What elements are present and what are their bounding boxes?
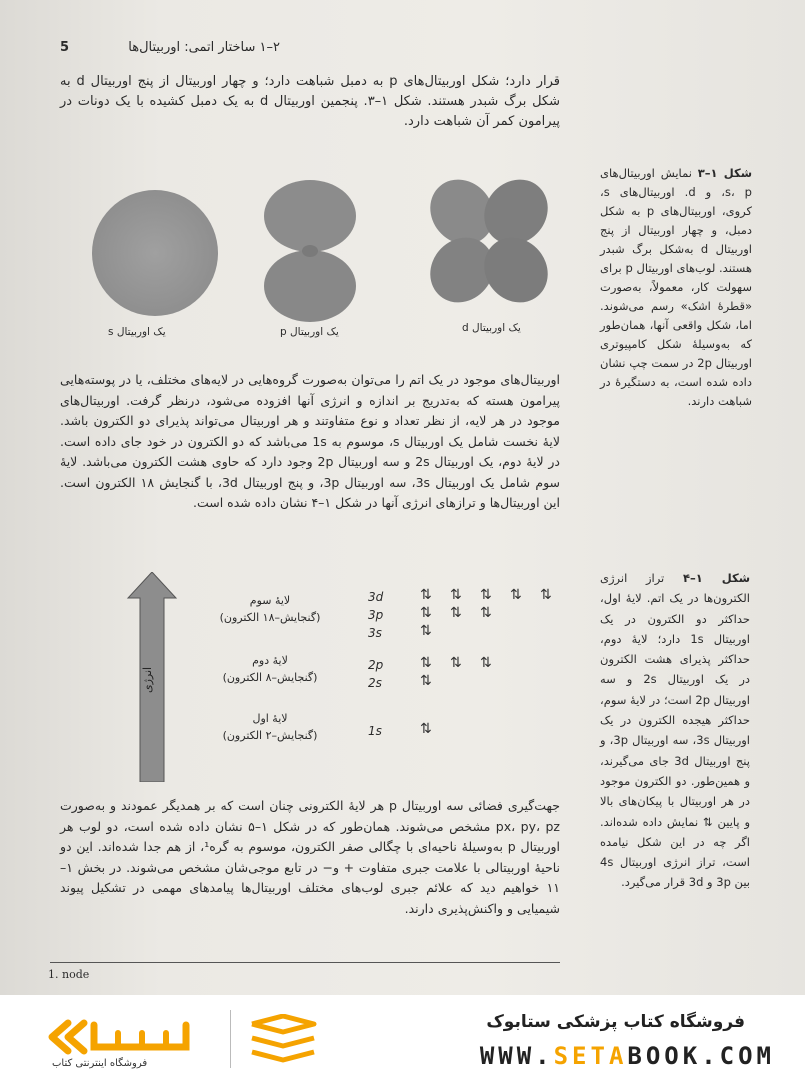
store-url[interactable] bbox=[480, 1042, 775, 1070]
electron-pair-2p-2: ⇅ bbox=[450, 655, 462, 671]
shell-2-label bbox=[200, 652, 340, 686]
figure-1-4-label: شکل ۱–۴ bbox=[682, 571, 751, 585]
shell-1-capacity: (گنجایش–۲ الکترون) bbox=[222, 729, 318, 742]
d-orbital-image bbox=[424, 176, 554, 306]
orbital-name-3d: 3d bbox=[368, 590, 384, 604]
orbital-name-3p: 3p bbox=[368, 608, 384, 622]
p-orbital-image bbox=[262, 178, 358, 324]
footnote-divider bbox=[50, 962, 560, 963]
url-prefix: WWW. bbox=[479, 1042, 554, 1070]
section-title: ۲–۱ ساختار اتمی: اوربیتال‌ها bbox=[128, 40, 280, 55]
orbital-name-1s: 1s bbox=[368, 724, 382, 738]
paragraph-2: اوربیتال‌های موجود در یک اتم را می‌توان به‌صورت گروه‌هایی در لایه‌های مختلف، یا در پوسته‌هایی پیرامون هسته که به‌تدریج بر اندازه و انرژی آنها افزوده می‌شود، درنظر گرفت. اوربیتال‌های موجود در هر لایه، از نظر تعداد و نوع متفاوتند و هر اوربیتال می‌تواند پذیرای دو الکترون باشد. لایهٔ نخست شامل یک اوربیتال s، موسوم به 1s می‌باشد که دو الکترون در خود جای داده است. در لایهٔ دوم، یک اوربیتال 2s و سه اوربیتال 2p وجود دارد که حاوی هشت الکترون می‌باشد. لایهٔ سوم شامل یک اوربیتال 3s، سه اوربیتال 3p، و پنج اوربیتال 3d، با گنجایش ۱۸ الکترون است. این اوربیتال‌ها و ترازهای انرژی آنها در شکل ۱–۴ نشان داده شده است. bbox=[60, 372, 561, 510]
shell-1-name: لایهٔ اول bbox=[252, 712, 288, 725]
electron-pair-3p-3: ⇅ bbox=[480, 605, 492, 621]
orbital-name-2p: 2p bbox=[368, 658, 384, 672]
electron-pair-3p-2: ⇅ bbox=[450, 605, 462, 621]
shell-3-label bbox=[200, 592, 340, 626]
electron-pair-3d-5: ⇅ bbox=[540, 587, 552, 603]
banner-divider bbox=[230, 1010, 231, 1068]
figure-1-4-text: تراز انرژی الکترون‌ها در یک اتم. لایهٔ اول، حداکثر دو الکترون در یک اوربیتال 1s دارد؛ لایهٔ دوم، حداکثر پذیرای هشت الکترون در یک اوربیتال 2s و سه اوربیتال 2p است؛ در لایهٔ سوم، حداکثر هیجده الکترون در یک اوربیتال 3s، سه اوربیتال 3p، و پنج اوربیتال 3d جای می‌گیرند، و همین‌طور. دو الکترون موجود در هر اوربیتال با پیکان‌های بالا و پایین ⇅ نمایش داده شده‌اند. اگر چه در این شکل نیامده است، تراز انرژی اوربیتال 4s بین 3p و 3d قرار می‌گیرد. bbox=[599, 571, 751, 890]
electron-pair-3d-1: ⇅ bbox=[420, 587, 432, 603]
electron-pair-3d-3: ⇅ bbox=[480, 587, 492, 603]
paragraph-3: جهت‌گیری فضائی سه اوربیتال p هر لایهٔ الکترونی چنان است که بر همدیگر عمودند و به‌صورت px، py، pz مشخص می‌شوند. همان‌طور که در شکل ۱–۵ نشان داده شده است، دو لوب هر اوربیتال p به‌وسیلهٔ ناحیه‌ای با چگالی صفر الکترون، موسوم به گره¹، از هم جدا شده‌اند. این دو ناحیهٔ اوربیتالی با علامت جبری متفاوت + و− در تابع موجی‌شان مشخص می‌شوند. در بخش ۱–۱۱ خواهیم دید که علائم جبری لوب‌های مختلف اوربیتال‌ها پیامدهای مهمی در تشکیل پیوند شیمیایی و واکنش‌پذیری دارند. bbox=[60, 798, 561, 916]
shell-3-capacity: (گنجایش–۱۸ الکترون) bbox=[219, 611, 321, 624]
figure-1-3-text: نمایش اوربیتال‌های s، p، و d. اوربیتال‌های s، کروی، اوربیتال‌های p به شکل دمبل، و چهار اوربیتال از پنج اوربیتال d به‌شکل برگ شبدر هستند. لوب‌های اوربیتال p برای سهولت کار، معمولاً، به‌صورت «قطرهٔ اشک» رسم می‌شوند. اما، شکل واقعی آنها، همان‌طور که به‌وسیلهٔ شکل کامپیوتری اوربیتال 2p در سمت چپ نشان داده شده است، به دستگیرهٔ در شباهت دارند. bbox=[600, 166, 752, 408]
electron-pair-2p-1: ⇅ bbox=[420, 655, 432, 671]
electron-pair-3d-4: ⇅ bbox=[510, 587, 522, 603]
figure-1-3-label: شکل ۱–۳ bbox=[697, 166, 752, 180]
shell-1-label bbox=[200, 710, 340, 744]
electron-pair-3p-1: ⇅ bbox=[420, 605, 432, 621]
electron-pair-2s-1: ⇅ bbox=[420, 673, 432, 689]
electron-pair-2p-3: ⇅ bbox=[480, 655, 492, 671]
figure-1-4-caption bbox=[600, 568, 750, 893]
logo-subtitle: فروشگاه اینترنتی کتاب bbox=[52, 1058, 148, 1069]
d-orbital-caption: یک اوربیتال d bbox=[462, 322, 521, 334]
orbital-name-2s: 2s bbox=[368, 676, 382, 690]
book-stack-icon bbox=[248, 1014, 318, 1066]
p-orbital-caption: یک اوربیتال p bbox=[280, 326, 339, 338]
store-name: فروشگاه کتاب پزشکی ستابوک bbox=[486, 1012, 745, 1032]
s-orbital-image bbox=[92, 190, 218, 316]
electron-pair-3s-1: ⇅ bbox=[420, 623, 432, 639]
footnote: 1. node bbox=[48, 968, 90, 981]
paragraph-1: قرار دارد؛ شکل اوربیتال‌های p به دمبل شباهت دارد؛ و چهار اوربیتال از پنج اوربیتال d به شکل برگ شبدر هستند. شکل ۱–۳. پنجمین اوربیتال d به یک دمبل کشیده با یک دونات در پیرامون کمر آن شباهت دارد. bbox=[60, 74, 560, 129]
shell-3-name: لایهٔ سوم bbox=[249, 594, 291, 607]
electron-pair-3d-2: ⇅ bbox=[450, 587, 462, 603]
page-number: 5 bbox=[60, 40, 70, 55]
orbital-name-3s: 3s bbox=[368, 626, 382, 640]
energy-arrow-label: انرژی bbox=[141, 666, 154, 694]
url-accent: SETA bbox=[553, 1042, 628, 1070]
electron-pair-1s-1: ⇅ bbox=[420, 721, 432, 737]
s-orbital-caption: یک اوربیتال s bbox=[108, 326, 166, 338]
shell-2-name: لایهٔ دوم bbox=[252, 654, 288, 667]
url-suffix: BOOK.COM bbox=[627, 1042, 775, 1070]
figure-1-3-caption bbox=[600, 164, 752, 411]
shell-2-capacity: (گنجایش–۸ الکترون) bbox=[222, 671, 318, 684]
